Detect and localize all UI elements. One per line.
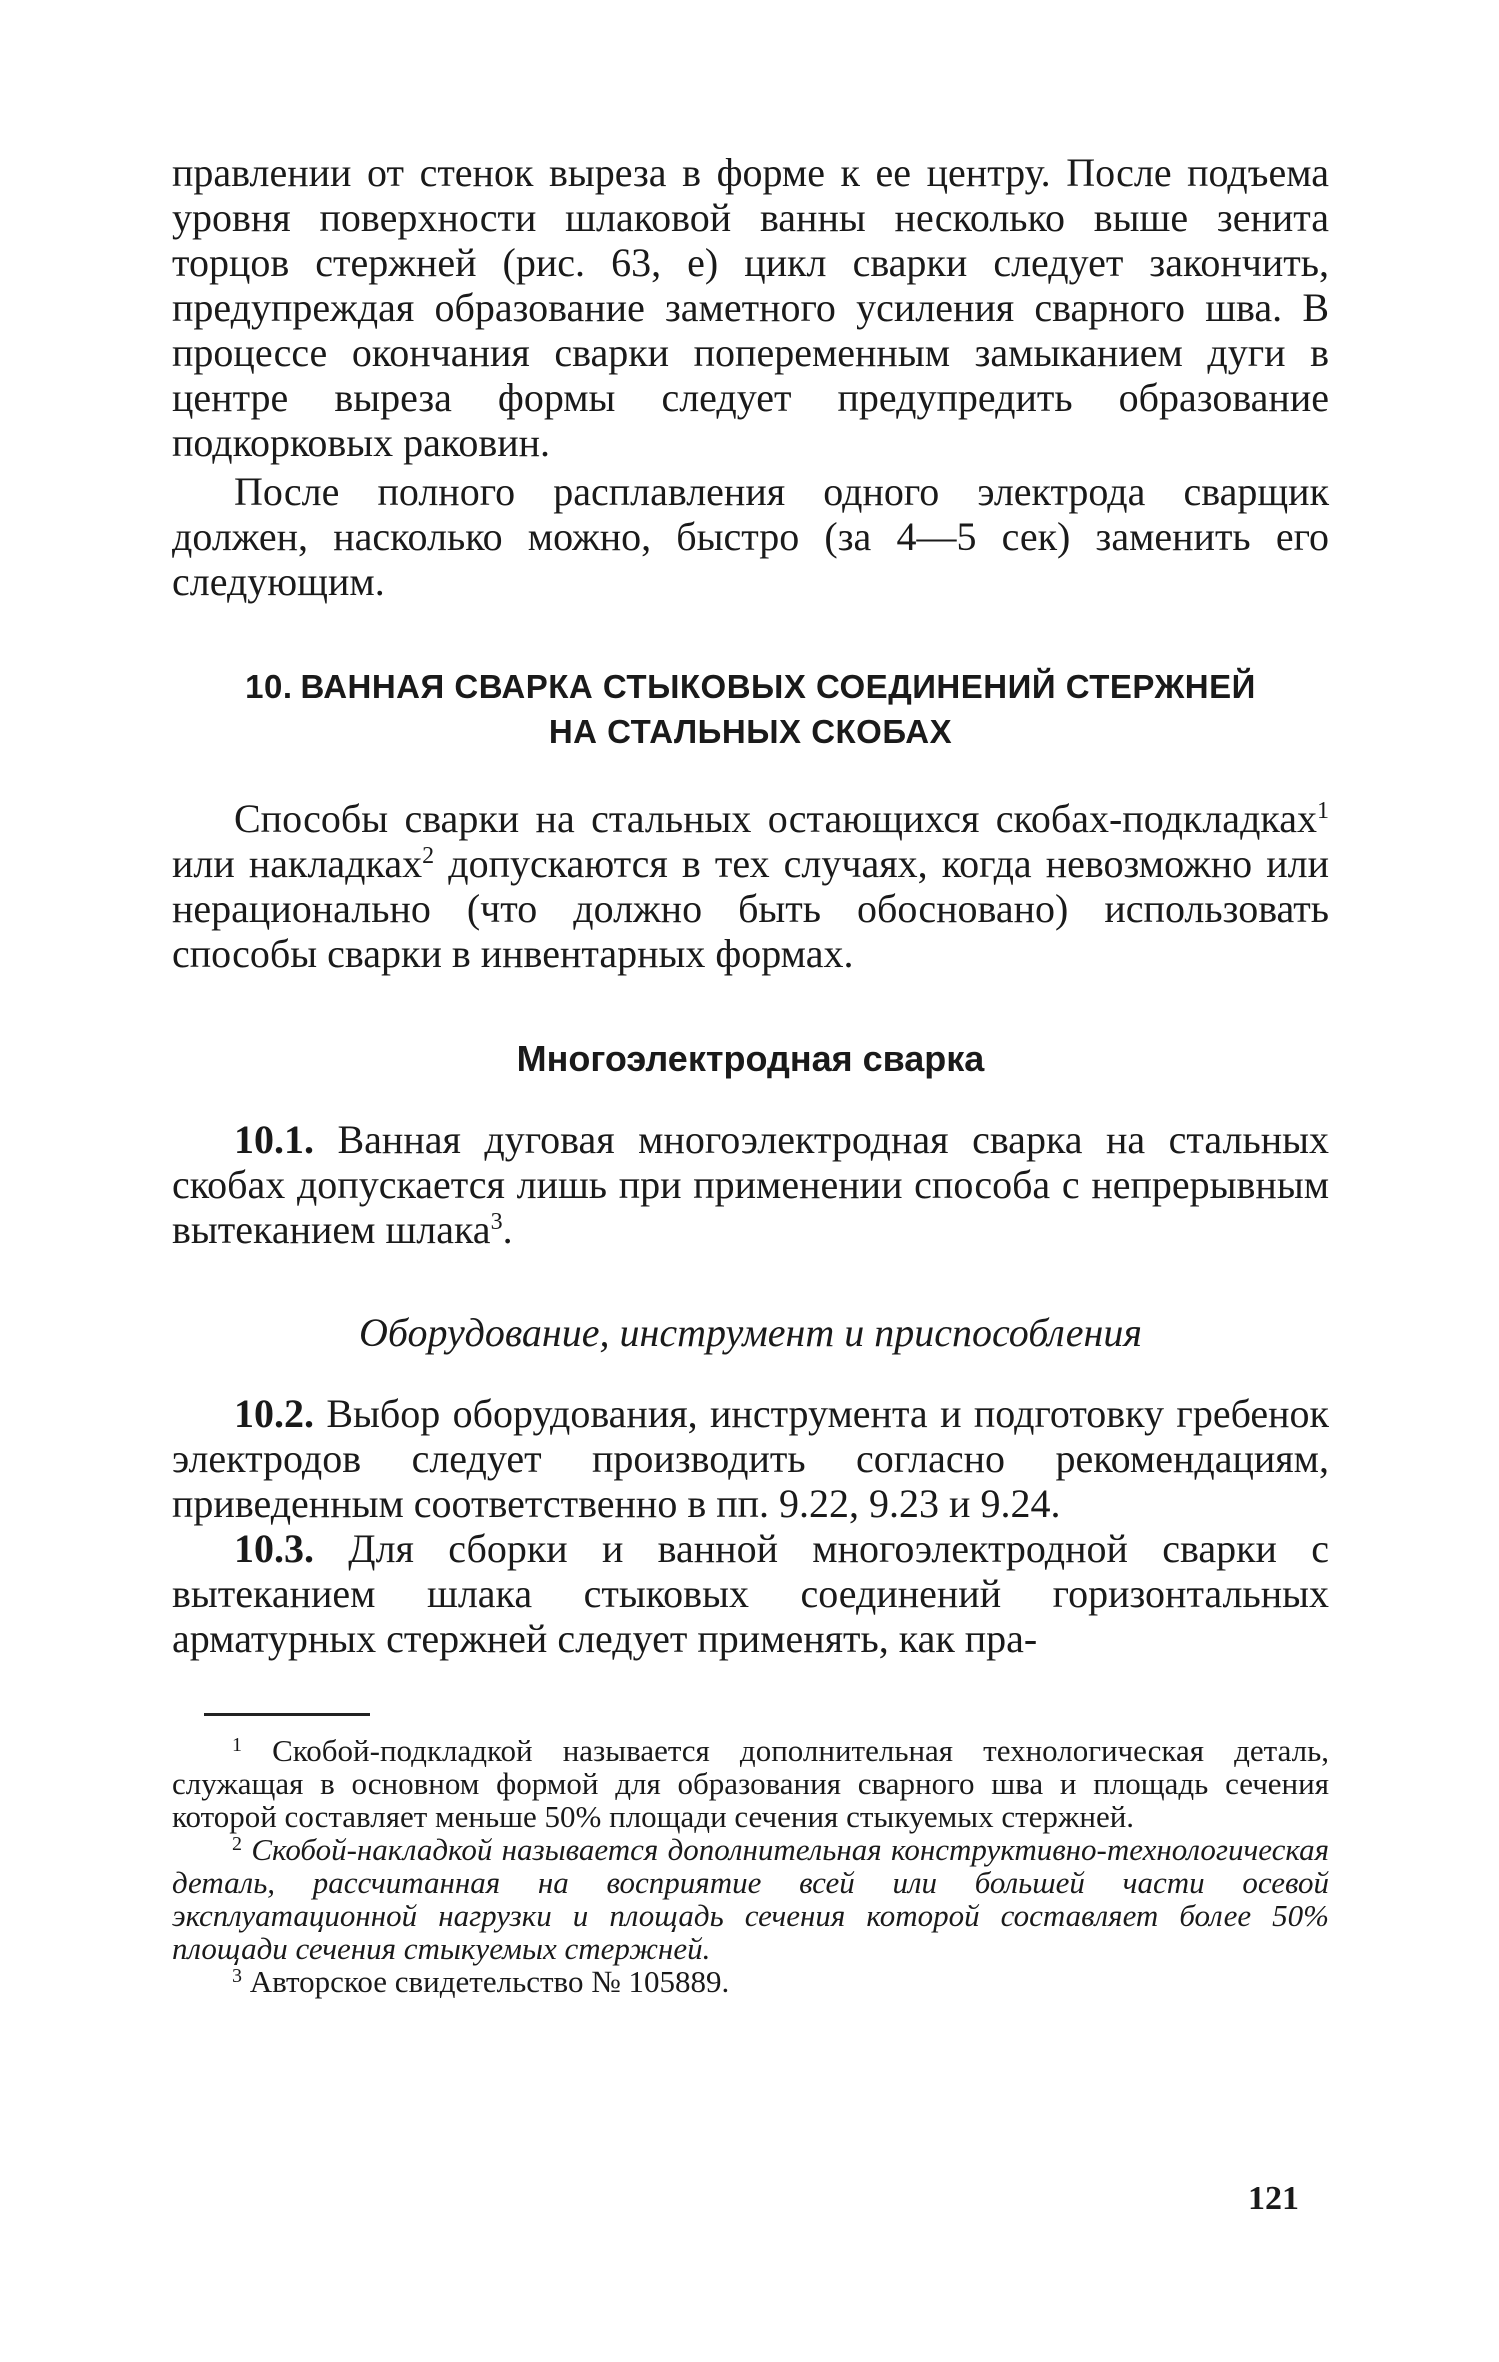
- item-10-2: [172, 1391, 1329, 1526]
- item-10-3-number: 10.3.: [234, 1526, 314, 1571]
- footnote-3-text: Авторское свидетельство № 105889.: [242, 1964, 730, 1999]
- item-10-2-text: Выбор оборудования, инструмента и подготовку гребенок электродов следует производить согласно рекомендациям, приведенным соответственно в пп. 9.22, 9.23 и 9.24.: [172, 1391, 1329, 1526]
- footnote-2: [172, 1833, 1329, 1965]
- section-title-line1: [172, 664, 1329, 709]
- footnote-2-mark: 2: [232, 1833, 242, 1855]
- footnote-divider: [204, 1713, 370, 1716]
- item-10-2-number: 10.2.: [234, 1391, 314, 1436]
- footnote-ref-1: 1: [1317, 798, 1329, 824]
- item-10-1: [172, 1117, 1329, 1252]
- intro-text-c: допускаются в тех случаях, когда невозможно или нерационально (что должно быть обосновано) использовать способы сварки в инвентарных формах.: [172, 841, 1330, 976]
- footnote-3-mark: 3: [232, 1965, 242, 1987]
- item-10-3-text: Для сборки и ванной многоэлектродной сварки с вытеканием шлака стыковых соединений горизонтальных арматурных стержней следует применять, как пра-: [172, 1526, 1329, 1661]
- intro-text-b: или накладках: [172, 841, 423, 886]
- footnote-ref-2: 2: [422, 843, 435, 869]
- page-number: 121: [1248, 2180, 1299, 2217]
- footnote-1: [172, 1734, 1329, 1833]
- footnote-1-text: Скобой-подкладкой называется дополнительная технологическая деталь, служащая в основном формой для образования сварного шва и площадь сечения которой составляет меньше 50% площади сечения стыкуемых стержней.: [172, 1733, 1329, 1834]
- section-title-line2: НА СТАЛЬНЫХ СКОБАХ: [548, 713, 953, 750]
- item-10-1-end: .: [502, 1207, 513, 1252]
- section-heading: [172, 664, 1329, 754]
- footnote-2-text: Скобой-накладкой называется дополнительная конструктивно-технологическая деталь, рассчитанная на восприятие всей или большей части осевой эксплуатационной нагрузки и площадь сечения которой составляет более 50% площади сечения стыкуемых стержней.: [172, 1832, 1329, 1966]
- section-number: 10.: [245, 668, 293, 705]
- section-title-text-line1: ВАННАЯ СВАРКА СТЫКОВЫХ СОЕДИНЕНИЙ СТЕРЖНЕЙ: [300, 668, 1256, 705]
- footnote-1-mark: 1: [232, 1734, 242, 1756]
- paragraph-electrode-replacement: После полного расплавления одного электрода сварщик должен, насколько можно, быстро (за 4—5 сек) заменить его следующим.: [172, 469, 1329, 604]
- paragraph-continuation: правлении от стенок выреза в форме к ее центру. После подъема уровня поверхности шлаковой ванны несколько выше зенита торцов стержней (рис. 63, е) цикл сварки следует закончить, предупреждая образование заметного усиления сварного шва. В процессе окончания сварки попеременным замыканием дуги в центре выреза формы следует предупредить образование подкорковых раковин.: [172, 150, 1329, 465]
- footnote-ref-3: 3: [490, 1209, 503, 1235]
- intro-text-a: Способы сварки на стальных остающихся скобах-подкладках: [234, 796, 1317, 841]
- item-10-1-text: Ванная дуговая многоэлектродная сварка на стальных скобах допускается лишь при применении способа с непрерывным вытеканием шлака: [172, 1117, 1329, 1252]
- subheading-multi-electrode: Многоэлектродная сварка: [516, 1038, 985, 1079]
- section-intro-paragraph: [172, 796, 1329, 976]
- item-10-1-number: 10.1.: [234, 1117, 314, 1162]
- item-10-3: [172, 1526, 1329, 1661]
- subheading-equipment: Оборудование, инструмент и приспособления: [359, 1310, 1142, 1355]
- footnote-3: [172, 1965, 1329, 1998]
